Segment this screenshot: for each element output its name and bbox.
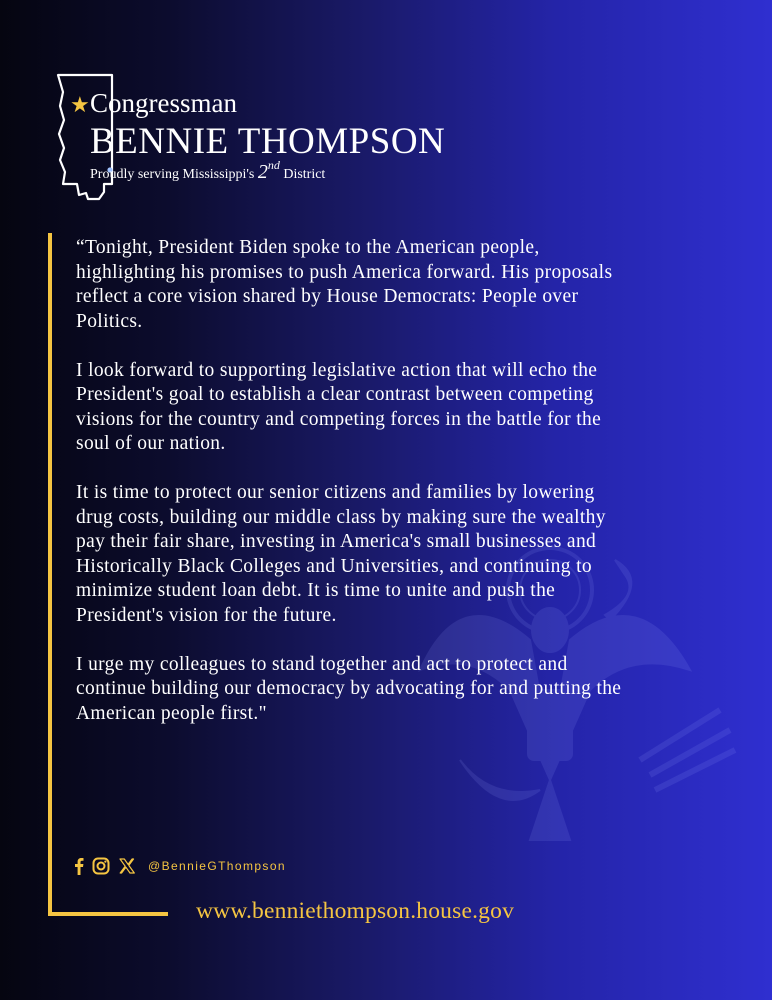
social-handle[interactable]: @BennieGThompson xyxy=(148,859,286,873)
tagline-district: District xyxy=(283,167,326,182)
statement-paragraph: I urge my colleagues to stand together and act to protect and continue building our democracy by advocating for and putting the American people first." xyxy=(76,653,622,724)
website-link[interactable]: www.benniethompson.house.gov xyxy=(196,898,515,924)
header-title: Congressman xyxy=(90,88,237,118)
x-icon[interactable] xyxy=(118,857,136,875)
accent-bracket-horizontal xyxy=(48,912,168,916)
facebook-icon[interactable] xyxy=(74,857,84,875)
tagline-text: Proudly serving Mississippi's xyxy=(90,167,255,182)
tagline-suffix: nd xyxy=(267,158,280,172)
header-name: BENNIE THOMPSON xyxy=(90,121,446,162)
statement-quote xyxy=(76,236,636,751)
statement-paragraph: I look forward to supporting legislative action that will echo the President's goal to establish a clear contrast between competing visions for the country and competing forces in the battle for the soul of our nation. xyxy=(76,359,602,454)
star-icon: ★ xyxy=(70,92,90,117)
tagline-ordinal: 2 xyxy=(257,161,268,183)
instagram-icon[interactable] xyxy=(92,857,110,875)
accent-bracket-vertical xyxy=(48,233,52,916)
statement-paragraph: It is time to protect our senior citizens and families by lowering drug costs, building our middle class by making sure the wealthy pay their fair share, investing in America's small businesses and Historically Black Colleges and Universities, and continuing to minimize student loan debt. It is time to unite and push the President's vision for the future. xyxy=(76,482,606,626)
header-tagline xyxy=(90,158,325,184)
statement-paragraph: “Tonight, President Biden spoke to the American people, highlighting his promises to push America forward. His proposals reflect a core vision shared by House Democrats: People over Politics. xyxy=(76,237,613,332)
social-row xyxy=(74,855,286,877)
